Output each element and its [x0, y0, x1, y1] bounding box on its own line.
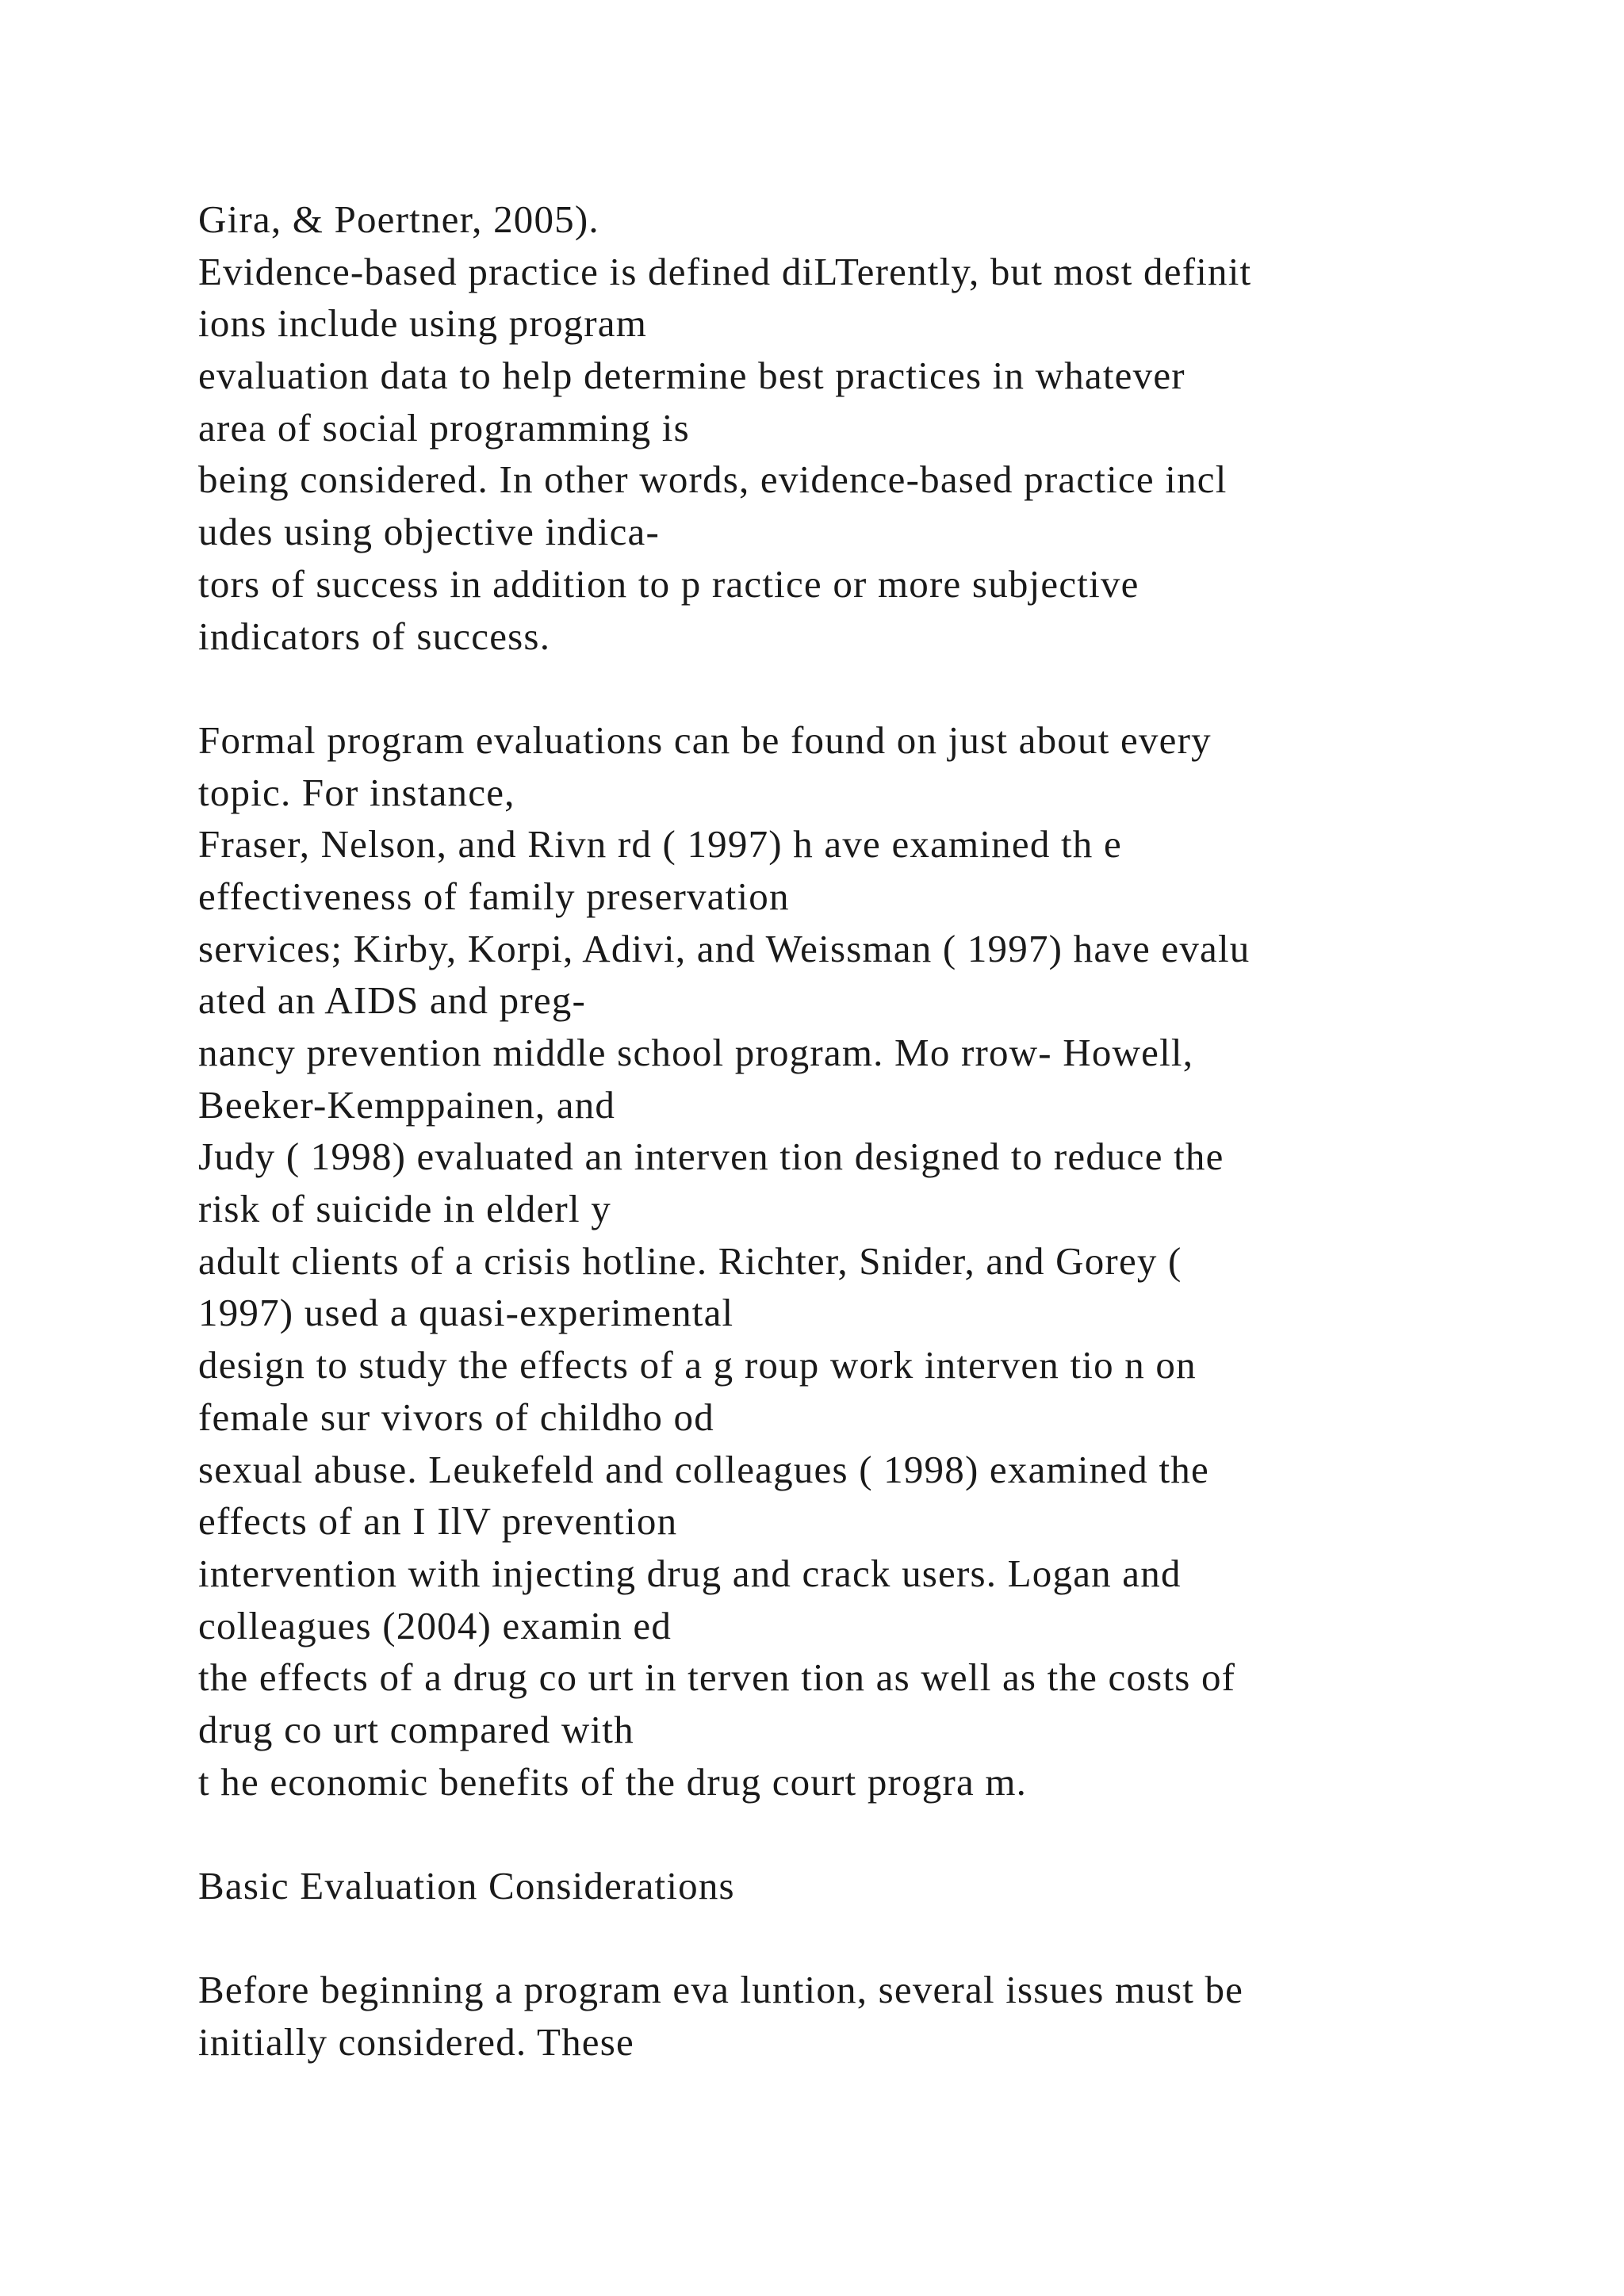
- text-line: nancy prevention middle school program. Mo rrow- Howell,: [198, 1031, 1194, 1074]
- text-line: ions include using program: [198, 301, 648, 346]
- paragraph-break: [198, 662, 1546, 714]
- text-line: risk of suicide in elderl y: [198, 1187, 611, 1231]
- text-line: t he economic benefits of the drug court progra m.: [198, 1759, 1028, 1804]
- text-line: evaluation data to help determine best practices in whatever: [198, 354, 1185, 398]
- text-line: services; Kirby, Korpi, Adivi, and Weissman ( 1997) have evalu: [198, 926, 1251, 970]
- text-line: adult clients of a crisis hotline. Richter, Snider, and Gorey (: [198, 1238, 1182, 1283]
- text-line: being considered. In other words, evidence-based practice incl: [198, 457, 1228, 502]
- text-line: design to study the effects of a g roup work interven tio n on: [198, 1343, 1197, 1387]
- text-line: intervention with injecting drug and crack users. Logan and: [198, 1551, 1182, 1595]
- text-line: udes using objective indica-: [198, 510, 660, 554]
- text-line: effects of an I IlV prevention: [198, 1499, 678, 1544]
- text-line: Judy ( 1998) evaluated an interven tion designed to reduce the: [198, 1135, 1224, 1179]
- text-line: drug co urt compared with: [198, 1707, 634, 1751]
- text-line: Fraser, Nelson, and Rivn rd ( 1997) h ave examined th e: [198, 822, 1122, 867]
- text-line: effectiveness of family preservation: [198, 874, 790, 918]
- text-line: colleagues (2004) examin ed: [198, 1603, 672, 1647]
- text-line: tors of success in addition to p ractice or more subjective: [198, 561, 1139, 606]
- text-line: Beeker-Kemppainen, and: [198, 1082, 616, 1127]
- text-line: 1997) used a quasi-experimental: [198, 1291, 734, 1335]
- text-line: initially considered. These: [198, 2020, 634, 2064]
- text-line: Before beginning a program eva luntion, several issues must be: [198, 1968, 1244, 2012]
- text-line: female sur vivors of childho od: [198, 1395, 714, 1439]
- paragraph-break: [198, 1808, 1546, 1860]
- text-line: Gira, & Poertner, 2005).: [198, 197, 599, 241]
- text-line: topic. For instance,: [198, 770, 515, 814]
- text-line: the effects of a drug co urt in terven tion as well as the costs of: [198, 1655, 1236, 1700]
- section-heading: Basic Evaluation Considerations: [198, 1864, 735, 1908]
- text-line: Formal program evaluations can be found on just about every: [198, 718, 1212, 762]
- text-line: indicators of success.: [198, 614, 551, 658]
- text-line: area of social programming is: [198, 405, 690, 450]
- text-line: ated an AIDS and preg-: [198, 978, 587, 1023]
- paragraph-break: [198, 1912, 1546, 1965]
- text-line: sexual abuse. Leukefeld and colleagues ( 1998) examined the: [198, 1447, 1209, 1491]
- document-body-text: [198, 193, 1546, 2068]
- text-line: Evidence-based practice is defined diLTerently, but most definit: [198, 249, 1252, 293]
